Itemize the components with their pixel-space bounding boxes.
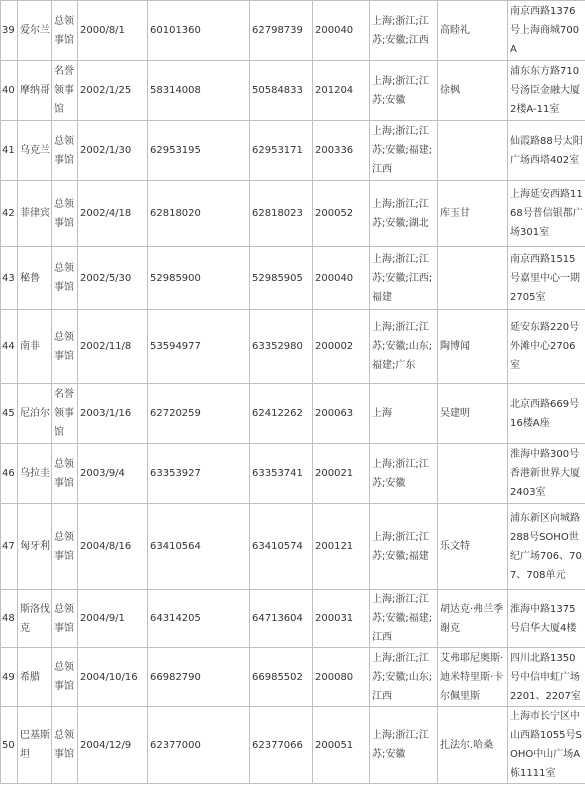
country-name: 乌拉圭 xyxy=(18,444,52,504)
established-date: 2000/8/1 xyxy=(78,1,148,61)
postal-code: 200336 xyxy=(313,121,370,181)
consulate-type: 总领事馆 xyxy=(52,310,78,384)
country-name: 匈牙利 xyxy=(18,504,52,590)
consular-district: 上海;浙江;江苏;安徽;山东;江西 xyxy=(370,648,438,707)
office-address: 淮海中路1375号启华大厦4楼 xyxy=(508,590,585,648)
postal-code: 200040 xyxy=(313,247,370,310)
fax-number: 64713604 xyxy=(250,590,313,648)
office-address: 延安东路220号外滩中心2706室 xyxy=(508,310,585,384)
fax-number: 63410574 xyxy=(250,504,313,590)
consular-district: 上海;浙江;江苏;安徽;山东;福建;广东 xyxy=(370,310,438,384)
established-date: 2004/12/9 xyxy=(78,707,148,784)
phone-number: 62953195 xyxy=(148,121,250,181)
consulate-type: 名誉领事馆 xyxy=(52,61,78,121)
row-number: 47 xyxy=(1,504,18,590)
phone-number: 52985900 xyxy=(148,247,250,310)
table-row xyxy=(1,707,585,784)
postal-code: 200063 xyxy=(313,384,370,444)
phone-number: 62377000 xyxy=(148,707,250,784)
postal-code: 201204 xyxy=(313,61,370,121)
office-address: 四川北路1350号中信申虹广场2201、2207室 xyxy=(508,648,585,707)
phone-number: 53594977 xyxy=(148,310,250,384)
country-name: 秘鲁 xyxy=(18,247,52,310)
consul-general-name: 陶博闻 xyxy=(438,310,508,384)
consul-general-name xyxy=(438,247,508,310)
office-address: 淮海中路300号香港新世界大厦2403室 xyxy=(508,444,585,504)
row-number: 42 xyxy=(1,181,18,247)
consulate-type: 总领事馆 xyxy=(52,181,78,247)
phone-number: 66982790 xyxy=(148,648,250,707)
country-name: 摩纳哥 xyxy=(18,61,52,121)
established-date: 2002/5/30 xyxy=(78,247,148,310)
established-date: 2002/4/18 xyxy=(78,181,148,247)
postal-code: 200002 xyxy=(313,310,370,384)
country-name: 乌克兰 xyxy=(18,121,52,181)
country-name: 尼泊尔 xyxy=(18,384,52,444)
fax-number: 50584833 xyxy=(250,61,313,121)
consul-general-name xyxy=(438,444,508,504)
established-date: 2002/1/30 xyxy=(78,121,148,181)
row-number: 39 xyxy=(1,1,18,61)
row-number: 50 xyxy=(1,707,18,784)
table-row xyxy=(1,648,585,707)
consular-district: 上海;浙江;江苏;安徽 xyxy=(370,61,438,121)
phone-number: 63353927 xyxy=(148,444,250,504)
consular-district: 上海;浙江;江苏;安徽;福建;江西 xyxy=(370,590,438,648)
consul-general-name: 库玉甘 xyxy=(438,181,508,247)
country-name: 南非 xyxy=(18,310,52,384)
consul-general-name: 吴建明 xyxy=(438,384,508,444)
country-name: 巴基斯坦 xyxy=(18,707,52,784)
established-date: 2004/10/16 xyxy=(78,648,148,707)
fax-number: 62953171 xyxy=(250,121,313,181)
row-number: 48 xyxy=(1,590,18,648)
postal-code: 200052 xyxy=(313,181,370,247)
row-number: 46 xyxy=(1,444,18,504)
established-date: 2003/9/4 xyxy=(78,444,148,504)
postal-code: 200040 xyxy=(313,1,370,61)
country-name: 菲律宾 xyxy=(18,181,52,247)
table-row xyxy=(1,310,585,384)
row-number: 41 xyxy=(1,121,18,181)
row-number: 43 xyxy=(1,247,18,310)
postal-code: 200121 xyxy=(313,504,370,590)
consul-general-name: 乐文特 xyxy=(438,504,508,590)
consulate-type: 总领事馆 xyxy=(52,707,78,784)
established-date: 2004/8/16 xyxy=(78,504,148,590)
country-name: 希腊 xyxy=(18,648,52,707)
row-number: 44 xyxy=(1,310,18,384)
consul-general-name: 高睦礼 xyxy=(438,1,508,61)
office-address: 南京西路1515号嘉里中心一期2705室 xyxy=(508,247,585,310)
row-number: 45 xyxy=(1,384,18,444)
phone-number: 62818020 xyxy=(148,181,250,247)
phone-number: 60101360 xyxy=(148,1,250,61)
postal-code: 200031 xyxy=(313,590,370,648)
consul-general-name: 徐枫 xyxy=(438,61,508,121)
fax-number: 62412262 xyxy=(250,384,313,444)
office-address: 南京西路1376号上海商城700A xyxy=(508,1,585,61)
consulate-type: 名誉领事馆 xyxy=(52,384,78,444)
office-address: 仙霞路88号太阳广场西塔402室 xyxy=(508,121,585,181)
fax-number: 52985905 xyxy=(250,247,313,310)
consul-general-name xyxy=(438,121,508,181)
consulate-type: 总领事馆 xyxy=(52,121,78,181)
consular-district: 上海;浙江;江苏;安徽;江西 xyxy=(370,1,438,61)
row-number: 49 xyxy=(1,648,18,707)
country-name: 爱尔兰 xyxy=(18,1,52,61)
fax-number: 62798739 xyxy=(250,1,313,61)
office-address: 北京西路669号16楼A座 xyxy=(508,384,585,444)
fax-number: 62818023 xyxy=(250,181,313,247)
consular-district: 上海;浙江;江苏;安徽;福建;江西 xyxy=(370,121,438,181)
consulate-type: 总领事馆 xyxy=(52,648,78,707)
consulate-type: 总领事馆 xyxy=(52,444,78,504)
consul-general-name: 艾弗耶尼奥斯·迪米特里斯·卡尔佩里斯 xyxy=(438,648,508,707)
established-date: 2002/1/25 xyxy=(78,61,148,121)
office-address: 上海延安西路1168号普信银都广场301室 xyxy=(508,181,585,247)
postal-code: 200051 xyxy=(313,707,370,784)
country-name: 斯洛伐克 xyxy=(18,590,52,648)
table-row xyxy=(1,590,585,648)
consular-district: 上海 xyxy=(370,384,438,444)
table-row xyxy=(1,384,585,444)
table-row xyxy=(1,444,585,504)
table-row xyxy=(1,121,585,181)
consulate-type: 总领事馆 xyxy=(52,247,78,310)
fax-number: 66985502 xyxy=(250,648,313,707)
table-row xyxy=(1,504,585,590)
office-address: 浦东新区向城路288号SOHO世纪广场706、707、708单元 xyxy=(508,504,585,590)
consul-general-name: 胡达克·弗兰季谢克 xyxy=(438,590,508,648)
table-row xyxy=(1,61,585,121)
consular-district: 上海;浙江;江苏;安徽;江西;福建 xyxy=(370,247,438,310)
office-address: 浦东东方路710号汤臣金融大厦2楼A-11室 xyxy=(508,61,585,121)
table-row xyxy=(1,1,585,61)
row-number: 40 xyxy=(1,61,18,121)
fax-number: 62377066 xyxy=(250,707,313,784)
consulate-type: 总领事馆 xyxy=(52,590,78,648)
table-row xyxy=(1,181,585,247)
phone-number: 58314008 xyxy=(148,61,250,121)
phone-number: 62720259 xyxy=(148,384,250,444)
office-address: 上海市长宁区中山西路1055号SOHO中山广场A栋1111室 xyxy=(508,707,585,784)
fax-number: 63353741 xyxy=(250,444,313,504)
established-date: 2003/1/16 xyxy=(78,384,148,444)
consular-district: 上海;浙江;江苏;安徽;湖北 xyxy=(370,181,438,247)
phone-number: 64314205 xyxy=(148,590,250,648)
fax-number: 63352980 xyxy=(250,310,313,384)
established-date: 2002/11/8 xyxy=(78,310,148,384)
consulate-type: 总领事馆 xyxy=(52,504,78,590)
consular-district: 上海;浙江;江苏;安徽 xyxy=(370,444,438,504)
established-date: 2004/9/1 xyxy=(78,590,148,648)
table-row xyxy=(1,247,585,310)
consul-general-name: 扎法尔.哈桑 xyxy=(438,707,508,784)
phone-number: 63410564 xyxy=(148,504,250,590)
postal-code: 200080 xyxy=(313,648,370,707)
consular-district: 上海;浙江;江苏;安徽 xyxy=(370,707,438,784)
consular-district: 上海;浙江;江苏;安徽;福建 xyxy=(370,504,438,590)
table-body xyxy=(1,1,585,784)
postal-code: 200021 xyxy=(313,444,370,504)
consulate-type: 总领事馆 xyxy=(52,1,78,61)
